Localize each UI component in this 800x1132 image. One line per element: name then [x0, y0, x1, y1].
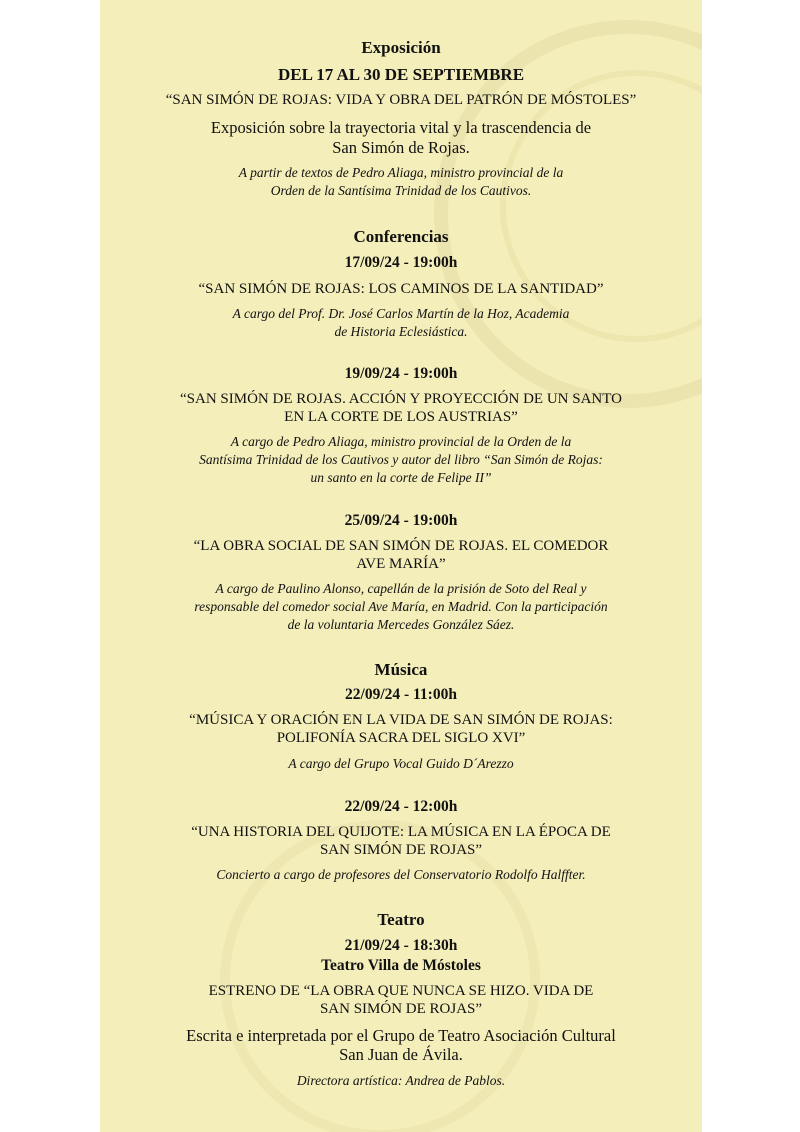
conferencia-credit-line: A cargo de Pedro Aliaga, ministro provincial de la Orden de la [230, 434, 572, 449]
conferencia-title-line: AVE MARÍA” [356, 556, 446, 572]
teatro-title-line: ESTRENO DE “LA OBRA QUE NUNCA SE HIZO. VIDA DE [208, 983, 594, 999]
conferencia-credit-line: de Historia Eclesiástica. [334, 324, 468, 339]
teatro-credit-line: Directora artística: Andrea de Pablos. [296, 1073, 506, 1088]
teatro-venue: Teatro Villa de Móstoles [321, 957, 481, 974]
exposicion-desc-line: San Simón de Rojas. [332, 138, 470, 157]
conferencia-credit-line: A cargo del Prof. Dr. José Carlos Martín de la Hoz, Academia [232, 306, 570, 321]
exposicion-credit-line: Orden de la Santísima Trinidad de los Cautivos. [270, 183, 532, 198]
conferencia-title-line: “SAN SIMÓN DE ROJAS: LOS CAMINOS DE LA SANTIDAD” [198, 281, 604, 297]
conferencia-credit-line: A cargo de Paulino Alonso, capellán de la prisión de Soto del Real y [215, 581, 587, 596]
conferencia-title-line: “LA OBRA SOCIAL DE SAN SIMÓN DE ROJAS. EL COMEDOR [193, 538, 609, 554]
conferencia-title-line: EN LA CORTE DE LOS AUSTRIAS” [284, 409, 518, 425]
conferencia-datetime: 17/09/24 - 19:00h [344, 254, 458, 271]
musica-title-line: POLIFONÍA SACRA DEL SIGLO XVI” [276, 730, 526, 746]
conferencia-title-line: “SAN SIMÓN DE ROJAS. ACCIÓN Y PROYECCIÓN DE UN SANTO [180, 391, 622, 407]
teatro-datetime: 21/09/24 - 18:30h [344, 937, 458, 954]
conferencia-datetime: 25/09/24 - 19:00h [344, 512, 458, 529]
exposicion-desc-line: Exposición sobre la trayectoria vital y la trascendencia de [210, 118, 592, 137]
conferencia-datetime: 19/09/24 - 19:00h [344, 365, 458, 382]
teatro-desc-line: Escrita e interpretada por el Grupo de Teatro Asociación Cultural [186, 1026, 616, 1045]
exposicion-title: “SAN SIMÓN DE ROJAS: VIDA Y OBRA DEL PATRÓN DE MÓSTOLES” [165, 92, 637, 108]
musica-credit-line: A cargo del Grupo Vocal Guido D´Arezzo [288, 756, 514, 771]
conferencia-credit-line: Santísima Trinidad de los Cautivos y autor del libro “San Simón de Rojas: [199, 452, 603, 467]
musica-title-line: “UNA HISTORIA DEL QUIJOTE: LA MÚSICA EN LA ÉPOCA DE [191, 824, 611, 840]
conferencia-credit-line: de la voluntaria Mercedes González Sáez. [287, 617, 515, 632]
musica-datetime: 22/09/24 - 12:00h [344, 798, 458, 815]
musica-credit-line: Concierto a cargo de profesores del Conservatorio Rodolfo Halffter. [216, 867, 586, 882]
musica-datetime: 22/09/24 - 11:00h [345, 686, 457, 703]
exposicion-dates: DEL 17 AL 30 DE SEPTIEMBRE [277, 65, 525, 84]
conferencia-credit-line: un santo en la corte de Felipe II” [310, 470, 492, 485]
section-heading-teatro: Teatro [377, 910, 425, 929]
exposicion-credit-line: A partir de textos de Pedro Aliaga, ministro provincial de la [238, 165, 564, 180]
section-heading-musica: Música [374, 660, 428, 679]
conferencia-credit-line: responsable del comedor social Ave María, en Madrid. Con la participación [194, 599, 608, 614]
musica-title-line: SAN SIMÓN DE ROJAS” [319, 842, 483, 858]
section-heading-conferencias: Conferencias [353, 227, 449, 246]
teatro-title-line: SAN SIMÓN DE ROJAS” [319, 1001, 483, 1017]
teatro-desc-line: San Juan de Ávila. [339, 1045, 463, 1064]
musica-title-line: “MÚSICA Y ORACIÓN EN LA VIDA DE SAN SIMÓN DE ROJAS: [189, 712, 613, 728]
section-heading-exposicion: Exposición [361, 38, 441, 57]
